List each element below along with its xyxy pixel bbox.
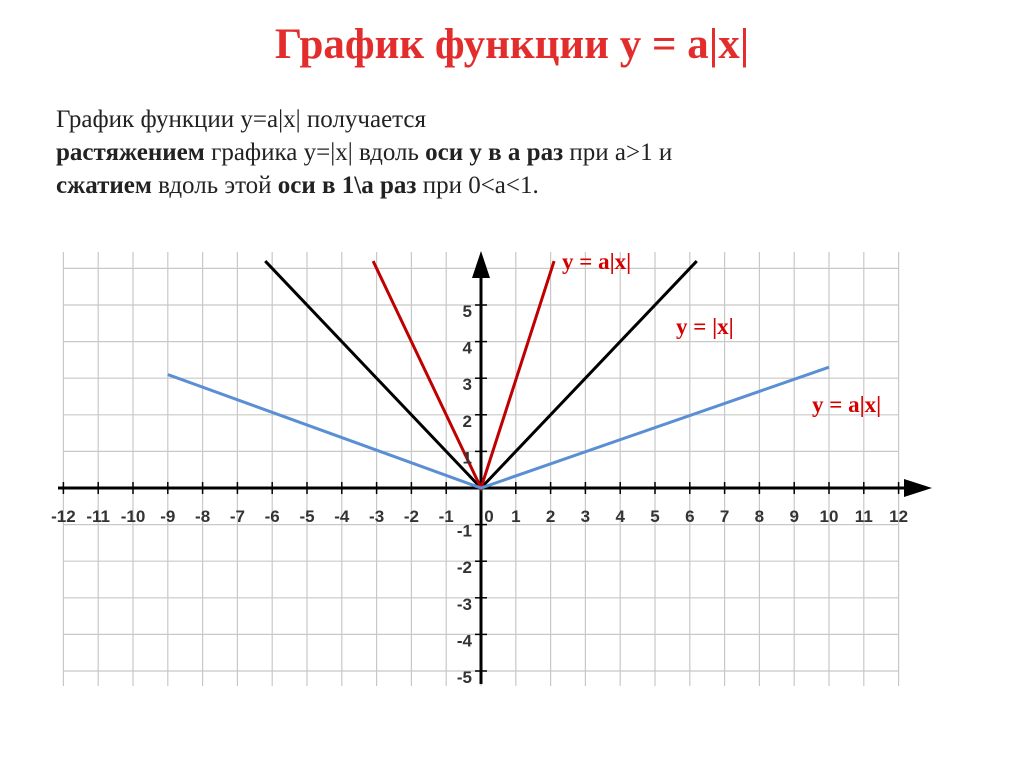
x-tick-label: -10 — [120, 507, 146, 526]
x-tick-label: 7 — [719, 507, 730, 526]
x-tick-label: -5 — [299, 507, 315, 526]
x-tick-label: 1 — [511, 507, 521, 526]
x-tick-label: -6 — [264, 507, 280, 526]
y-tick-label: -1 — [456, 521, 472, 541]
y-tick-label: 5 — [462, 302, 472, 321]
series-label-3: у = а|х| — [812, 392, 882, 417]
y-tick-label: -2 — [456, 558, 472, 578]
y-tick-label: 1 — [462, 448, 472, 468]
x-tick-label: -11 — [86, 507, 111, 526]
x-tick-label: 12 — [889, 507, 909, 526]
x-tick-label: -8 — [195, 507, 211, 526]
description-compress-term: сжатием — [56, 171, 152, 199]
x-tick-label: -2 — [403, 507, 419, 526]
axes — [58, 251, 932, 684]
description-text: графика у=|х| вдоль — [204, 138, 426, 166]
x-tick-label: 10 — [819, 507, 839, 526]
y-tick-label: 3 — [462, 375, 472, 395]
x-tick-label: 3 — [580, 507, 591, 526]
x-tick-label: 2 — [545, 507, 556, 526]
x-tick-label: -1 — [438, 507, 454, 526]
y-tick-label: -4 — [456, 631, 472, 651]
description-stretch-term: растяжением — [56, 138, 205, 166]
x-tick-label: -4 — [334, 507, 350, 526]
x-tick-label: 9 — [789, 507, 799, 526]
x-tick-label: 8 — [754, 507, 765, 526]
description-axis-term: оси в 1\а раз — [277, 171, 417, 199]
x-tick-label: 11 — [854, 507, 873, 526]
series-label-2: у = |х| — [676, 314, 734, 339]
x-tick-label: -7 — [229, 507, 245, 526]
x-axis-arrow — [904, 479, 932, 497]
description-text: при а>1 и — [563, 138, 673, 166]
x-tick-label: -9 — [160, 507, 176, 526]
x-tick-label: 5 — [650, 507, 660, 526]
series-label-1: у = а|х| — [562, 249, 632, 274]
slide-title: График функции у = а|х| — [274, 21, 750, 68]
description-line-1: График функции у=а|х| получается — [56, 106, 427, 133]
x-tick-label: -12 — [51, 507, 76, 526]
x-tick-label: 4 — [615, 507, 625, 526]
description-text: при 0<а<1. — [416, 171, 539, 199]
y-tick-label: -5 — [456, 668, 472, 687]
x-tick-label: 6 — [685, 507, 695, 526]
y-axis-arrow — [472, 251, 490, 278]
annotations — [562, 249, 881, 417]
y-tick-label: -3 — [456, 594, 472, 614]
description-text: вдоль этой — [151, 171, 278, 199]
description-axis-term: оси у в а раз — [425, 138, 564, 166]
y-tick-label: 2 — [462, 411, 472, 431]
x-tick-label: -3 — [369, 507, 385, 526]
x-tick-label: 0 — [484, 507, 494, 526]
series-layer — [168, 261, 829, 488]
y-tick-label: 4 — [462, 338, 472, 358]
y-tick-labels — [457, 302, 473, 687]
